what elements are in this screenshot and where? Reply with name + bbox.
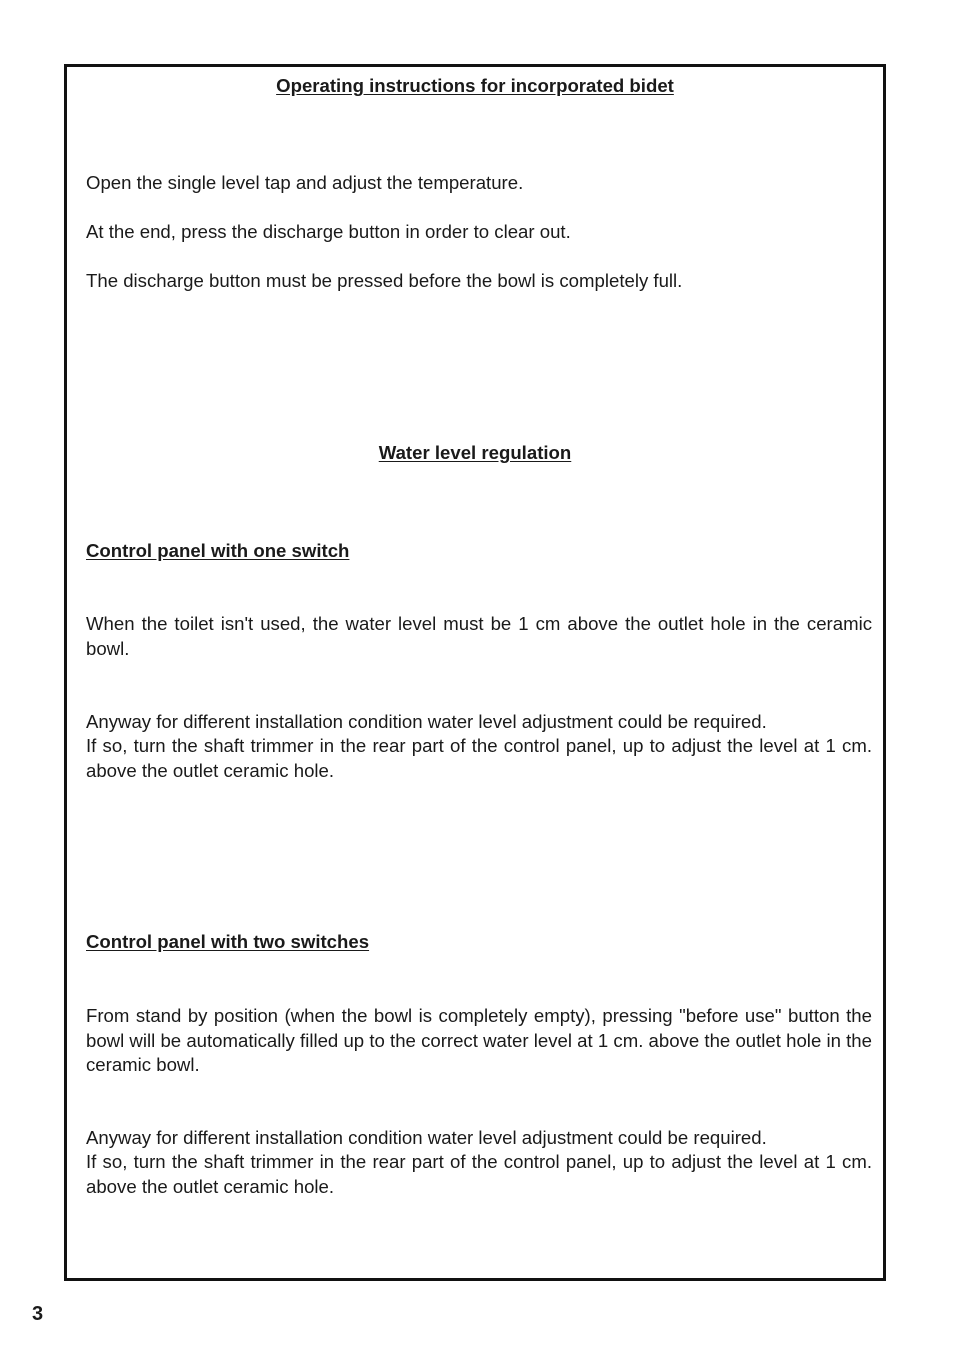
one-switch-paragraph-1: When the toilet isn't used, the water level must be 1 cm above the outlet hole in the ceramic bowl. <box>86 613 872 659</box>
two-switches-paragraph-1: From stand by position (when the bowl is completely empty), pressing "before use" button the bowl will be automatically filled up to the correct water level at 1 cm. above the outlet hole in the ceramic bowl. <box>86 1005 872 1075</box>
two-switches-heading: Control panel with two switches <box>86 931 370 952</box>
section-title: Water level regulation <box>378 442 572 463</box>
page-number: 3 <box>32 1303 44 1325</box>
intro-line-2: At the end, press the discharge button in order to clear out. <box>86 221 571 242</box>
two-switches-paragraph-2-line-1: Anyway for different installation condition water level adjustment could be required. <box>86 1127 767 1148</box>
one-switch-paragraph-2-line-1: Anyway for different installation condition water level adjustment could be required. <box>86 711 767 732</box>
page-border <box>64 64 886 1281</box>
one-switch-paragraph-2-line-2: If so, turn the shaft trimmer in the rear part of the control panel, up to adjust the level at 1 cm. above the outlet ceramic hole. <box>86 735 872 781</box>
two-switches-paragraph-2-line-2: If so, turn the shaft trimmer in the rear part of the control panel, up to adjust the level at 1 cm. above the outlet ceramic hole. <box>86 1151 872 1197</box>
intro-line-3: The discharge button must be pressed before the bowl is completely full. <box>86 270 683 291</box>
document-title: Operating instructions for incorporated bidet <box>276 75 674 96</box>
one-switch-heading: Control panel with one switch <box>86 540 350 561</box>
intro-line-1: Open the single level tap and adjust the temperature. <box>86 172 524 193</box>
